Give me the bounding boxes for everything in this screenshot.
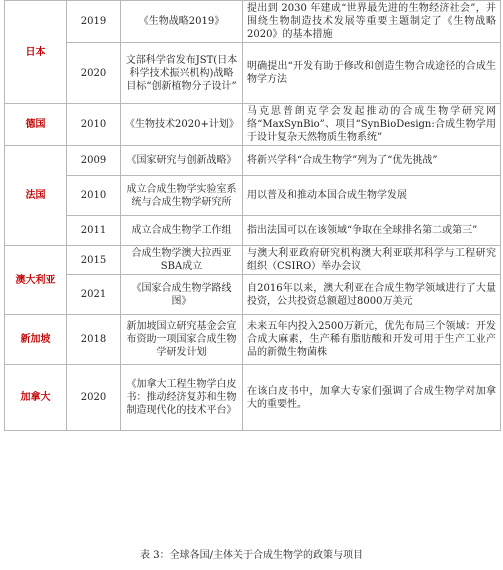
content-cell: 明确提出“开发有助于修改和创造生物合成途径的合成生物学方法: [243, 43, 501, 104]
year-cell: 2019: [67, 1, 121, 43]
year-cell: 2018: [67, 315, 121, 365]
content-cell: 马克思普朗克学会发起推动的合成生物学研究网络“MaxSynBio”、项目“SynBioDesign:合成生物学用于设计复杂天然物质生物系统”: [243, 104, 501, 146]
content-cell: 自2016年以来，澳大利亚在合成生物学领域进行了大量投资，公共投资总额超过8000万美元: [243, 275, 501, 315]
year-cell: 2021: [67, 275, 121, 315]
policy-table: [4, 0, 501, 431]
table-row: [5, 246, 501, 275]
table-row: [5, 216, 501, 246]
table-row: [5, 365, 501, 431]
country-cell: 加拿大: [5, 365, 67, 431]
content-cell: 提出到 2030 年建成“世界最先进的生物经济社会”，并围绕生物制造技术发展等重要主题制定了《生物战略2020》的基本措施: [243, 1, 501, 43]
policy-cell: 成立合成生物学工作组: [121, 216, 243, 246]
table-row: [5, 275, 501, 315]
country-cell: 德国: [5, 104, 67, 146]
content-cell: 在该白皮书中，加拿大专家们强调了合成生物学对加拿大的重要性。: [243, 365, 501, 431]
policy-cell: 《生物战略2019》: [121, 1, 243, 43]
content-cell: 未来五年内投入2500万新元，优先布局三个领域：开发合成大麻素，生产稀有脂肪酸和开发可用于生产工业产品的新微生物菌株: [243, 315, 501, 365]
policy-cell: 文部科学省发布JST(日本科学技术振兴机构)战略目标“创新植物分子设计”: [121, 43, 243, 104]
policy-cell: 《国家合成生物学路线图》: [121, 275, 243, 315]
policy-cell: 《加拿大工程生物学白皮书：推动经济复苏和生物制造现代化的技术平台》: [121, 365, 243, 431]
table-row: [5, 146, 501, 176]
policy-cell: 《国家研究与创新战略》: [121, 146, 243, 176]
country-cell: 新加坡: [5, 315, 67, 365]
year-cell: 2020: [67, 365, 121, 431]
table-row: [5, 176, 501, 216]
table-row: [5, 1, 501, 43]
policy-cell: 新加坡国立研究基金会宣布资助一项国家合成生物学研发计划: [121, 315, 243, 365]
content-cell: 与澳大利亚政府研究机构澳大利亚联邦科学与工程研究组织（CSIRO）举办会议: [243, 246, 501, 275]
table-row: [5, 104, 501, 146]
year-cell: 2010: [67, 176, 121, 216]
content-cell: 用以普及和推动本国合成生物学发展: [243, 176, 501, 216]
content-cell: 将新兴学科“合成生物学”列为了“优先挑战”: [243, 146, 501, 176]
policy-table-body: [5, 1, 501, 431]
year-cell: 2015: [67, 246, 121, 275]
policy-cell: 合成生物学澳大拉西亚SBA成立: [121, 246, 243, 275]
policy-cell: 成立合成生物学实验室系统与合成生物学研究所: [121, 176, 243, 216]
policy-cell: 《生物技术2020+计划》: [121, 104, 243, 146]
year-cell: 2009: [67, 146, 121, 176]
content-cell: 指出法国可以在该领域“争取在全球排名第二或第三”: [243, 216, 501, 246]
year-cell: 2010: [67, 104, 121, 146]
table-row: [5, 43, 501, 104]
year-cell: 2011: [67, 216, 121, 246]
country-cell: 澳大利亚: [5, 246, 67, 315]
table-caption: 表 3：全球各国/主体关于合成生物学的政策与项目: [140, 550, 363, 561]
year-cell: 2020: [67, 43, 121, 104]
country-cell: 法国: [5, 146, 67, 246]
table-row: [5, 315, 501, 365]
country-cell: 日本: [5, 1, 67, 104]
